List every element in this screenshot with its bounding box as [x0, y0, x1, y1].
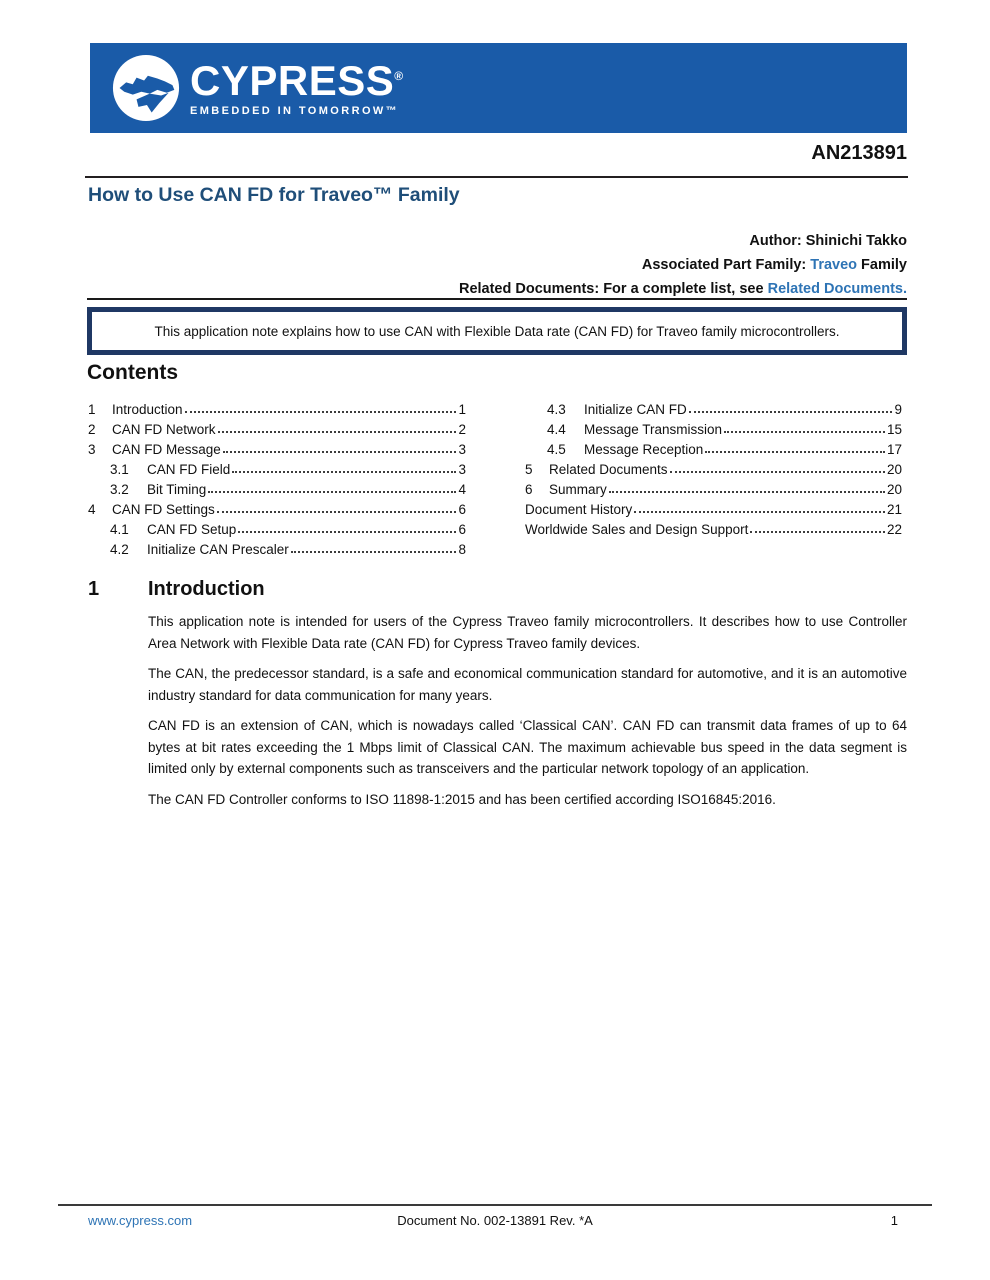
toc-entry — [88, 457, 466, 477]
footer-document-number: Document No. 002-13891 Rev. *A — [397, 1213, 593, 1228]
intro-paragraph: The CAN FD Controller conforms to ISO 11898-1:2015 and has been certified according ISO16845:2016. — [148, 791, 776, 807]
toc-entry — [525, 457, 902, 477]
toc-dot-leader — [218, 431, 457, 433]
toc-entry-title: CAN FD Setup — [147, 522, 237, 537]
toc-entry-number: 3.2 — [110, 482, 129, 497]
toc-entry — [88, 417, 466, 437]
toc-entry-title: Message Reception — [584, 442, 704, 457]
toc-dot-leader — [705, 451, 885, 453]
toc-entry-page: 3 — [458, 462, 466, 477]
toc-dot-leader — [689, 411, 893, 413]
toc-entry-number: 2 — [88, 422, 96, 437]
toc-entry — [525, 477, 902, 497]
title-divider — [85, 176, 908, 178]
related-documents-label: Related Documents: For a complete list, see — [458, 281, 768, 297]
cypress-logo-text — [190, 56, 404, 117]
toc-entry — [525, 497, 902, 517]
toc-entry-title: Worldwide Sales and Design Support — [525, 522, 749, 537]
toc-dot-leader — [217, 511, 457, 513]
toc-entry-title: Introduction — [112, 402, 183, 417]
toc-entry-number: 3 — [88, 442, 96, 457]
toc-entry-page: 2 — [458, 422, 466, 437]
toc-left-column — [88, 397, 466, 557]
toc-entry-page: 17 — [886, 442, 902, 457]
page-footer — [88, 1213, 902, 1233]
toc-dot-leader — [185, 411, 457, 413]
toc-dot-leader — [238, 531, 456, 533]
cypress-logo-banner — [90, 43, 907, 133]
intro-paragraph: This application note is intended for users of the Cypress Traveo family microcontrollers. It describes how to use Controller Area Network with Flexible Data rate (CAN FD) for Cypress Traveo family devices. — [148, 614, 907, 651]
part-family-label: Associated Part Family: — [641, 257, 811, 273]
toc-entry — [88, 497, 466, 517]
toc-entry-title: Message Transmission — [584, 422, 723, 437]
page-title: How to Use CAN FD for Traveo™ Family — [88, 184, 460, 206]
traveo-link[interactable]: Traveo — [810, 257, 858, 273]
toc-entry — [88, 397, 466, 417]
toc-entry-page: 20 — [886, 462, 902, 477]
part-family-suffix: Family — [857, 257, 907, 273]
cypress-website-link[interactable]: www.cypress.com — [88, 1213, 193, 1228]
toc-entry — [525, 437, 902, 457]
toc-entry-title: Initialize CAN FD — [584, 402, 687, 417]
toc-entry-page: 20 — [886, 482, 902, 497]
brand-name-text: CYPRESS — [190, 56, 395, 104]
author-line: Author: Shinichi Takko — [749, 233, 907, 249]
document-meta — [459, 229, 907, 301]
introduction-body — [148, 611, 907, 819]
toc-entry-number: 6 — [525, 482, 533, 497]
toc-dot-leader — [232, 471, 456, 473]
toc-entry-page: 3 — [458, 442, 466, 457]
document-number: AN213891 — [811, 142, 907, 164]
abstract-box — [87, 307, 907, 355]
toc-entry — [88, 437, 466, 457]
toc-entry-page: 6 — [458, 522, 466, 537]
toc-entry — [525, 517, 902, 537]
footer-page-number: 1 — [890, 1213, 898, 1228]
intro-paragraph: CAN FD is an extension of CAN, which is nowadays called ‘Classical CAN’. CAN FD can transmit data frames of up to 64 bytes at bit rates exceeding the 1 Mbps limit of Classical CAN. The maximum achievable bus speed in the data segment is limited only by external components such as transceivers and the particular network topology of an application. — [148, 718, 907, 776]
footer-divider — [58, 1204, 932, 1206]
part-family-line — [459, 253, 907, 277]
toc-entry-title: Initialize CAN Prescaler — [147, 542, 289, 557]
toc-entry-title: Document History — [525, 502, 633, 517]
section-title: Introduction — [148, 578, 265, 600]
abstract-text: This application note explains how to use CAN with Flexible Data rate (CAN FD) for Traveo family microcontrollers. — [154, 323, 840, 339]
intro-paragraph: The CAN, the predecessor standard, is a safe and economical communication standard for automotive, and it is an automotive industry standard for data communication for many years. — [148, 666, 907, 703]
toc-entry-number: 4.4 — [547, 422, 566, 437]
brand-tagline: EMBEDDED IN TOMORROW™ — [190, 104, 400, 117]
toc-entry-page: 15 — [886, 422, 902, 437]
toc-entry-page: 4 — [458, 482, 466, 497]
toc-entry-title: CAN FD Settings — [112, 502, 215, 517]
toc-entry — [525, 397, 902, 417]
toc-entry-page: 9 — [894, 402, 902, 417]
toc-entry-page: 21 — [886, 502, 902, 517]
toc-entry-title: CAN FD Field — [147, 462, 231, 477]
toc-entry-number: 5 — [525, 462, 533, 477]
toc-entry-title: CAN FD Network — [112, 422, 216, 437]
toc-entry-number: 1 — [88, 402, 96, 417]
toc-entry-page: 1 — [458, 402, 466, 417]
toc-entry — [525, 417, 902, 437]
toc-dot-leader — [291, 551, 457, 553]
toc-entry-title: CAN FD Message — [112, 442, 221, 457]
toc-entry-page: 8 — [458, 542, 466, 557]
toc-dot-leader — [223, 451, 457, 453]
abstract-divider — [87, 298, 907, 300]
toc-entry-number: 4 — [88, 502, 96, 517]
toc-entry-title: Related Documents — [549, 462, 668, 477]
toc-dot-leader — [750, 531, 885, 533]
contents-heading: Contents — [87, 361, 178, 384]
toc-dot-leader — [724, 431, 885, 433]
section-1-heading — [88, 578, 265, 601]
toc-entry-title: Bit Timing — [147, 482, 207, 497]
toc-dot-leader — [634, 511, 885, 513]
toc-dot-leader — [670, 471, 885, 473]
toc-right-column — [525, 397, 902, 537]
toc-entry-number: 4.5 — [547, 442, 566, 457]
toc-dot-leader — [208, 491, 456, 493]
section-number: 1 — [88, 578, 100, 600]
toc-entry-number: 4.1 — [110, 522, 129, 537]
toc-entry-number: 4.3 — [547, 402, 566, 417]
toc-dot-leader — [609, 491, 885, 493]
toc-entry-page: 6 — [458, 502, 466, 517]
related-documents-link[interactable]: Related Documents. — [767, 281, 907, 297]
toc-entry — [88, 537, 466, 557]
toc-entry-number: 4.2 — [110, 542, 129, 557]
toc-entry — [88, 477, 466, 497]
toc-entry — [88, 517, 466, 537]
registered-mark: ® — [394, 68, 404, 83]
toc-entry-page: 22 — [886, 522, 902, 537]
toc-entry-number: 3.1 — [110, 462, 129, 477]
brand-name — [190, 56, 404, 104]
cypress-globe-icon — [112, 54, 180, 122]
toc-entry-title: Summary — [549, 482, 607, 497]
